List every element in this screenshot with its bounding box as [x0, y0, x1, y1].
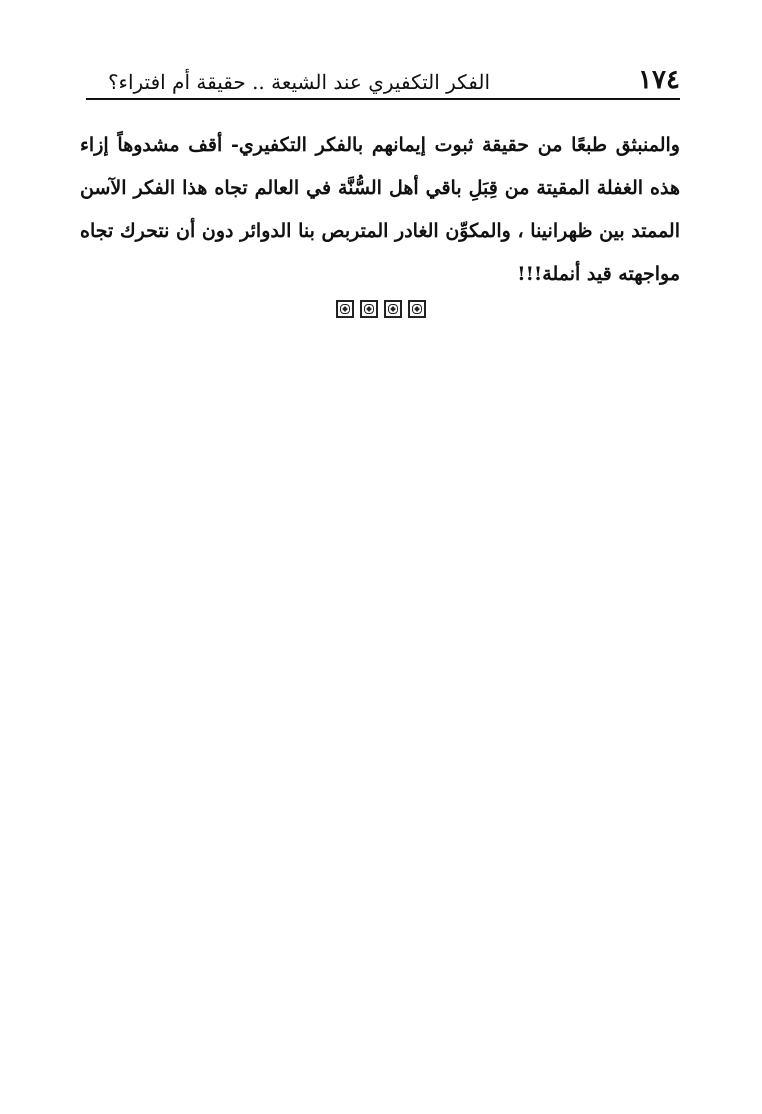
arabesque-square-ornament-icon — [408, 300, 426, 318]
running-title: الفكر التكفيري عند الشيعة .. حقيقة أم افتراء؟ — [107, 70, 490, 94]
section-divider-ornaments — [0, 300, 762, 324]
arabesque-square-ornament-icon — [360, 300, 378, 318]
page-header — [86, 62, 680, 100]
arabesque-square-ornament-icon — [336, 300, 354, 318]
body-text — [80, 124, 680, 296]
header-rule — [86, 98, 680, 100]
arabesque-square-ornament-icon — [384, 300, 402, 318]
page-number: ١٧٤ — [638, 65, 680, 95]
paragraph: والمنبثق طبعًا من حقيقة ثبوت إيمانهم بالفكر التكفيري- أقف مشدوهاً إزاء هذه الغفلة المقيتة من قِبَلِ باقي أهل السُّنَّة في العالم تجاه هذا الفكر الآسن الممتد بين ظهرانينا ، والمكوِّن الغادر المتربص بنا الدوائر دون أن نتحرك تجاه مواجهته قيد أنملة!!! — [80, 134, 680, 285]
